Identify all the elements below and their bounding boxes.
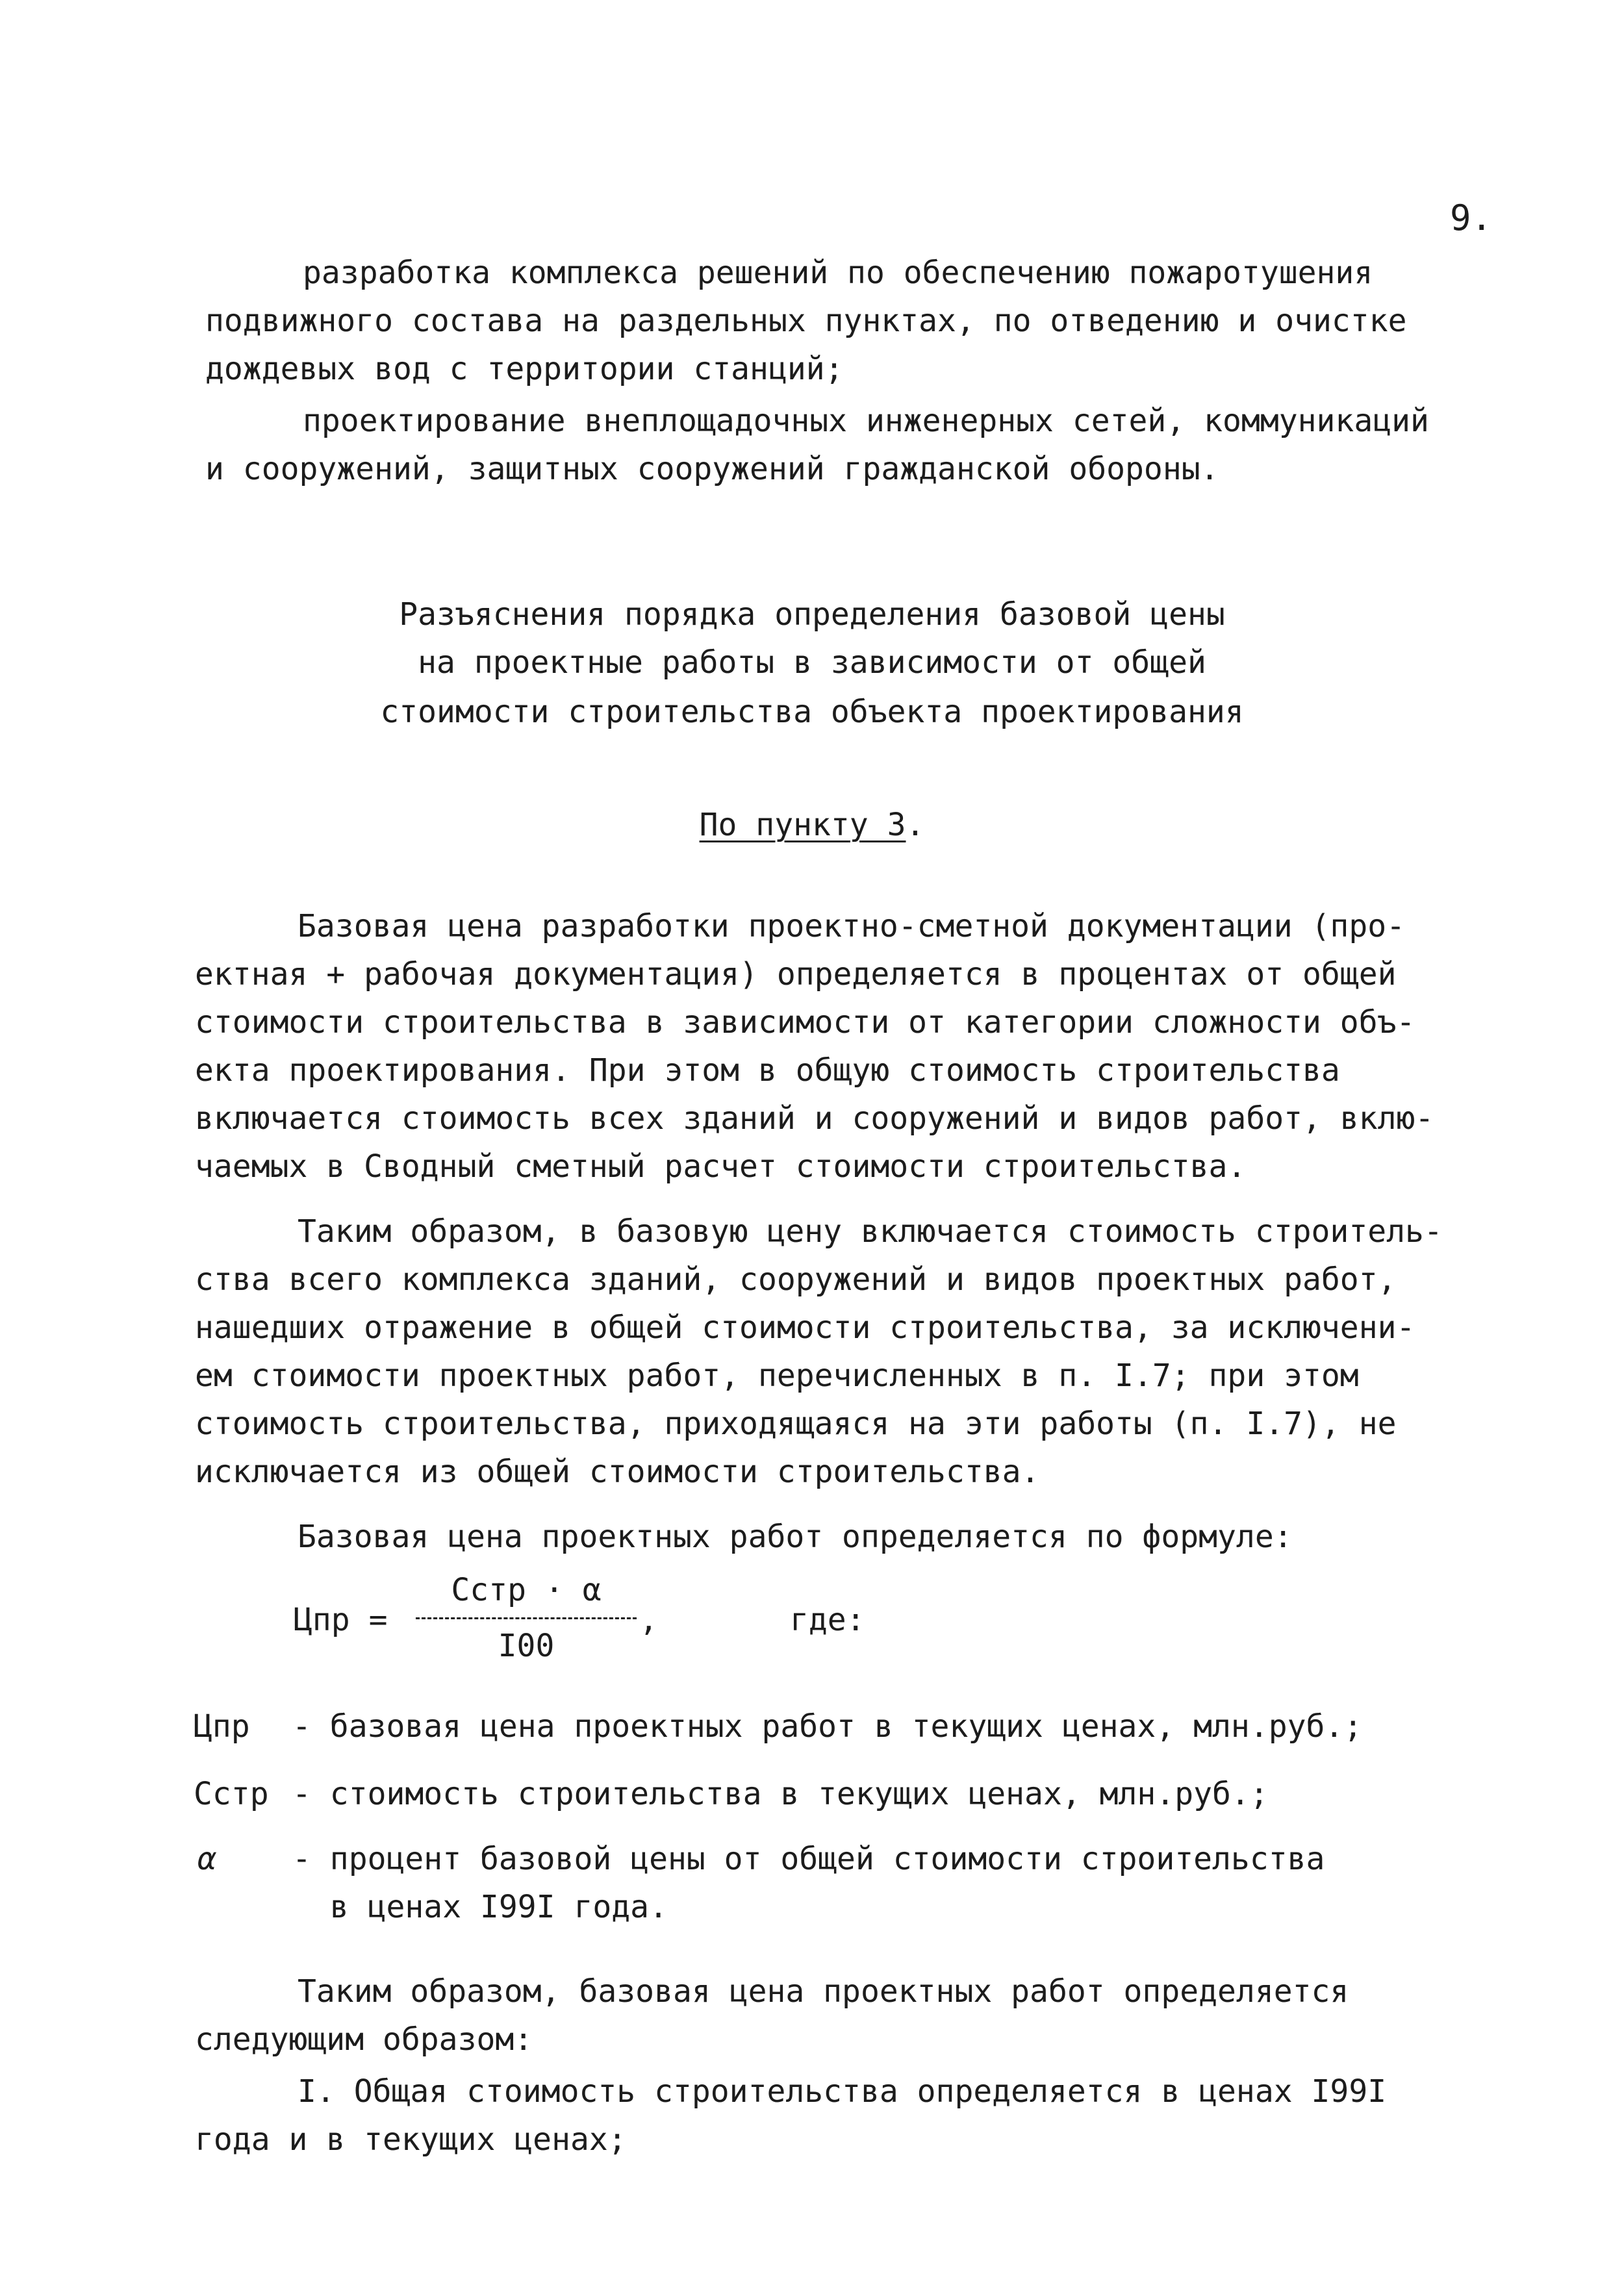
formula-numerator: Сстр · α — [451, 1572, 602, 1608]
paragraph-line: екта проектирования. При этом в общую стоимость строительства — [195, 1052, 1340, 1089]
definition-text: - процент базовой цены от общей стоимости строительства — [292, 1841, 1325, 1877]
subheading-suffix: . — [906, 807, 925, 843]
section-heading-line: на проектные работы в зависимости от общей — [418, 644, 1206, 681]
definition-term: Сстр — [194, 1776, 269, 1812]
formula-where: где: — [790, 1602, 865, 1638]
definition-text: в ценах I99I года. — [292, 1889, 668, 1925]
fraction-bar — [416, 1617, 637, 1619]
paragraph-line: включается стоимость всех зданий и сооружений и видов работ, вклю- — [195, 1100, 1434, 1137]
paragraph-line: стоимости строительства в зависимости от категории сложности объ- — [195, 1004, 1415, 1041]
paragraph-line: ства всего комплекса зданий, сооружений и видов проектных работ, — [195, 1261, 1397, 1298]
subheading-text: По пункту 3 — [699, 807, 906, 843]
paragraph-line: Таким образом, в базовую цену включается стоимость строитель- — [298, 1213, 1443, 1250]
formula-lhs: Цпр = — [294, 1602, 388, 1638]
paragraph-line: стоимость строительства, приходящаяся на эти работы (п. I.7), не — [195, 1406, 1397, 1442]
page-number: 9. — [1450, 197, 1493, 238]
formula-denominator: I00 — [498, 1628, 555, 1664]
paragraph-line: чаемых в Сводный сметный расчет стоимости строительства. — [195, 1148, 1247, 1185]
paragraph-line: подвижного состава на раздельных пунктах, по отведению и очистке — [205, 303, 1407, 339]
paragraph-line: I. Общая стоимость строительства определяется в ценах I99I — [298, 2073, 1387, 2110]
paragraph-line: года и в текущих ценах; — [195, 2121, 627, 2158]
definition-term: Цпр — [194, 1708, 250, 1745]
paragraph-line: проектирование внеплощадочных инженерных сетей, коммуникаций — [303, 403, 1429, 439]
paragraph-line: ем стоимости проектных работ, перечисленных в п. I.7; при этом — [195, 1358, 1359, 1394]
definition-term: α — [197, 1841, 216, 1877]
paragraph-line: нашедших отражение в общей стоимости строительства, за исключени- — [195, 1309, 1415, 1346]
definition-text: - базовая цена проектных работ в текущих ценах, млн.руб.; — [292, 1708, 1363, 1745]
paragraph-line: ектная + рабочая документация) определяется в процентах от общей — [195, 956, 1397, 992]
section-heading-line: Разъяснения порядка определения базовой цены — [399, 596, 1225, 633]
paragraph-line: Базовая цена разработки проектно-сметной документации (про- — [298, 908, 1406, 944]
paragraph-line: следующим образом: — [195, 2021, 533, 2058]
subheading — [0, 802, 1624, 848]
paragraph-line: Базовая цена проектных работ определяется по формуле: — [298, 1519, 1293, 1555]
formula-comma: , — [639, 1602, 658, 1638]
section-heading-line: стоимости строительства объекта проектирования — [380, 694, 1244, 730]
paragraph-line: и сооружений, защитных сооружений гражданской обороны. — [205, 451, 1219, 487]
paragraph-line: Таким образом, базовая цена проектных работ определяется — [298, 1973, 1349, 2010]
paragraph-line: исключается из общей стоимости строительства. — [195, 1454, 1040, 1490]
paragraph-line: дождевых вод с территории станций; — [205, 351, 844, 387]
paragraph-line: разработка комплекса решений по обеспечению пожаротушения — [303, 255, 1373, 291]
definition-text: - стоимость строительства в текущих ценах, млн.руб.; — [292, 1776, 1269, 1812]
